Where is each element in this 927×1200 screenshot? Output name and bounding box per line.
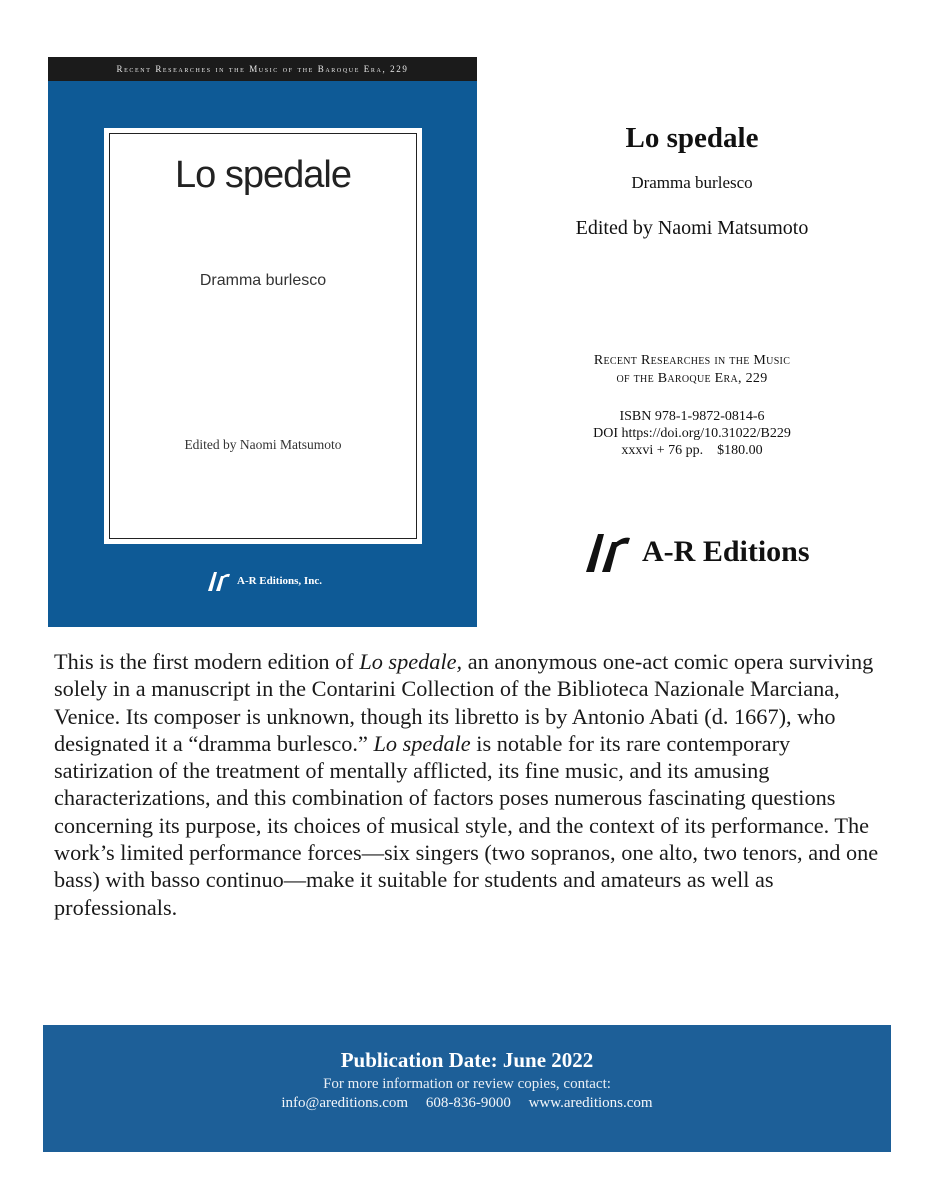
- cover-publisher-name: A-R Editions, Inc.: [237, 575, 322, 587]
- book-info: [540, 122, 844, 568]
- cover-subtitle: Dramma burlesco: [199, 272, 327, 289]
- publication-date: Publication Date: June 2022: [340, 1048, 594, 1072]
- pages-price: xxxvi + 76 pp. $180.00: [621, 443, 763, 458]
- cover-title: Lo spedale: [175, 154, 351, 196]
- cover-title-panel: [104, 128, 422, 544]
- book-metadata: [540, 408, 844, 459]
- book-description: This is the first modern edition of Lo spedale, an anonymous one-act comic opera surviving solely in a manuscript in the Contarini Collection of the Biblioteca Nazionale Marciana, Venice. Its composer is unknown, though its libretto is by Antonio Abati (d. 1667), who designated it a “dramma burlesco.” Lo spedale is notable for its rare contemporary satirization of the treatment of mentally afflicted, its fine music, and its amusing characterizations, and this combination of factors poses numerous fascinating questions concerning its purpose, its choices of musical style, and the context of its performance. The work’s limited performance forces—six singers (two sopranos, one alto, two tenors, and one bass) with basso continuo—make it suitable for students and amateurs as well as professionals.: [54, 649, 879, 920]
- doi: DOI https://doi.org/10.31022/B229: [593, 426, 791, 441]
- publication-footer: [43, 1025, 891, 1152]
- cover-publisher-logo: [205, 569, 322, 593]
- contact-links: [43, 1095, 891, 1112]
- cover-editor: Edited by Naomi Matsumoto: [184, 437, 342, 452]
- ar-editions-logo-icon: [205, 569, 231, 593]
- isbn: ISBN 978-1-9872-0814-6: [619, 409, 765, 424]
- series-name: Recent Researches in the Music of the Baroque Era, 229: [593, 353, 791, 386]
- book-title: Lo spedale: [625, 122, 759, 154]
- contact-line: For more information or review copies, contact:: [323, 1076, 611, 1092]
- publisher-name: A-R Editions: [642, 535, 810, 568]
- phone-number: 608-836-9000: [425, 1095, 511, 1111]
- cover-series-bar: Recent Researches in the Music of the Baroque Era, 229: [48, 57, 477, 81]
- book-editor: Edited by Naomi Matsumoto: [575, 217, 809, 239]
- website-link[interactable]: www.areditions.com: [528, 1095, 653, 1111]
- book-cover: [48, 57, 477, 627]
- ar-editions-logo-icon: [580, 528, 632, 576]
- book-subtitle: Dramma burlesco: [631, 173, 753, 192]
- email-link[interactable]: info@areditions.com: [281, 1095, 409, 1111]
- publisher-logo: [580, 528, 810, 576]
